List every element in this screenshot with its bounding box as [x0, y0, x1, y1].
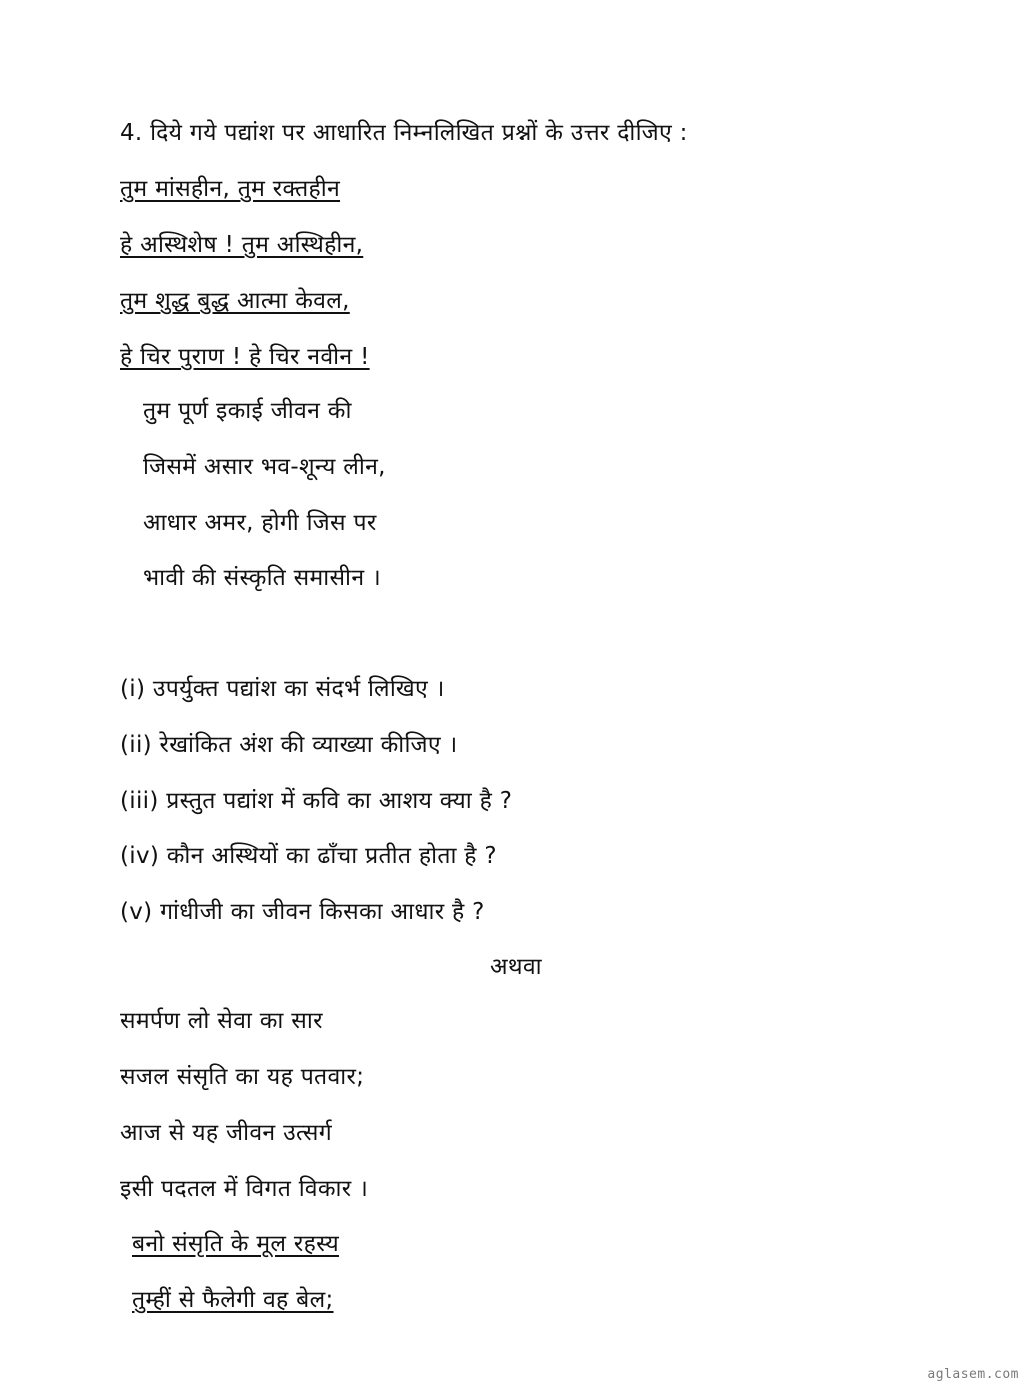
question-item-2: (ii) रेखांकित अंश की व्याख्या कीजिए ।: [120, 732, 458, 758]
question-item-3: (iii) प्रस्तुत पद्यांश में कवि का आशय क्या है ?: [120, 788, 513, 814]
question-item-4: (iv) कौन अस्थियों का ढाँचा प्रतीत होता है ?: [120, 843, 497, 869]
poem1-line-3: तुम शुद्ध बुद्ध आत्मा केवल,: [120, 288, 350, 314]
watermark: aglasem.com: [927, 1367, 1019, 1382]
poem1-line-7: आधार अमर, होगी जिस पर: [143, 510, 377, 536]
question-heading: 4. दिये गये पद्यांश पर आधारित निम्नलिखित प्रश्नों के उत्तर दीजिए :: [120, 120, 688, 146]
poem2-line-1: समर्पण लो सेवा का सार: [120, 1008, 323, 1034]
poem1-line-6: जिसमें असार भव-शून्य लीन,: [143, 454, 386, 480]
poem1-line-4: हे चिर पुराण ! हे चिर नवीन !: [120, 344, 370, 370]
poem2-line-2: सजल संसृति का यह पतवार;: [120, 1064, 365, 1090]
question-item-5: (v) गांधीजी का जीवन किसका आधार है ?: [120, 899, 485, 925]
poem1-line-5: तुम पूर्ण इकाई जीवन की: [143, 398, 352, 424]
poem2-line-5: बनो संसृति के मूल रहस्य: [132, 1231, 339, 1257]
poem1-line-1: तुम मांसहीन, तुम रक्तहीन: [120, 176, 341, 202]
or-label: अथवा: [490, 954, 542, 980]
poem2-line-6: तुम्हीं से फैलेगी वह बेल;: [132, 1287, 334, 1313]
poem1-line-8: भावी की संस्कृति समासीन ।: [143, 565, 382, 591]
question-item-1: (i) उपर्युक्त पद्यांश का संदर्भ लिखिए ।: [120, 676, 445, 702]
poem2-line-4: इसी पदतल में विगत विकार ।: [120, 1176, 369, 1202]
poem1-line-2: हे अस्थिशेष ! तुम अस्थिहीन,: [120, 232, 364, 258]
poem2-line-3: आज से यह जीवन उत्सर्ग: [120, 1120, 332, 1146]
